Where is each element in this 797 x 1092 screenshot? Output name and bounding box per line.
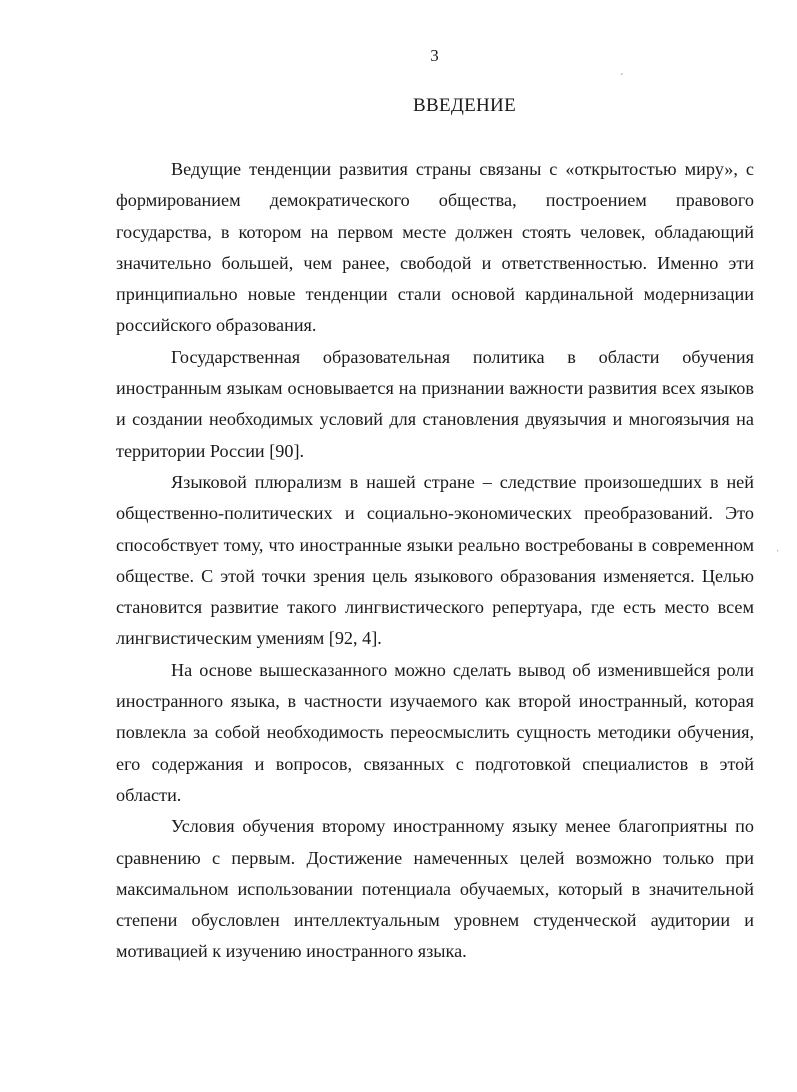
- scan-speck: ˌ: [776, 540, 780, 552]
- paragraph: Языковой плюрализм в нашей стране – следствие произошедших в ней общественно-политических и социально-экономических преобразований. Это способствует тому, что иностранные языки реально востребованы в современном обществе. С этой точки зрения цель языкового образования изменяется. Целью становится развитие такого лингвистического репертуара, где есть место всем лингвистическим умениям [92, 4].: [116, 471, 754, 649]
- document-body: [116, 154, 754, 968]
- paragraph: Условия обучения второму иностранному языку менее благоприятны по сравнению с первым. Достижение намеченных целей возможно только при максимальном использовании потенциала обучаемых, который в значительной степени обусловлен интеллектуальным уровнем студенческой аудитории и мотивацией к изучению иностранного языка.: [116, 816, 754, 962]
- scan-speck: ˊ: [620, 72, 624, 84]
- paragraph: Государственная образовательная политика в области обучения иностранным языкам основывается на признании важности развития всех языков и создании необходимых условий для становления двуязычия и многоязычия на территории России [90].: [116, 346, 754, 461]
- paragraph: На основе вышесказанного можно сделать вывод об изменившейся роли иностранного языка, в частности изучаемого как второй иностранный, которая повлекла за собой необходимость переосмыслить сущность методики обучения, его содержания и вопросов, связанных с подготовкой специалистов в этой области.: [116, 659, 754, 805]
- page-number: 3: [430, 46, 439, 65]
- paragraph: Ведущие тенденции развития страны связаны с «открытостью миру», с формированием демократического общества, построением правового государства, в котором на первом месте должен стоять человек, обладающий значительно большей, чем ранее, свободой и ответственностью. Именно эти принципиально новые тенденции стали основой кардинальной модернизации российского образования.: [116, 159, 754, 336]
- page-title: ВВЕДЕНИЕ: [413, 95, 516, 116]
